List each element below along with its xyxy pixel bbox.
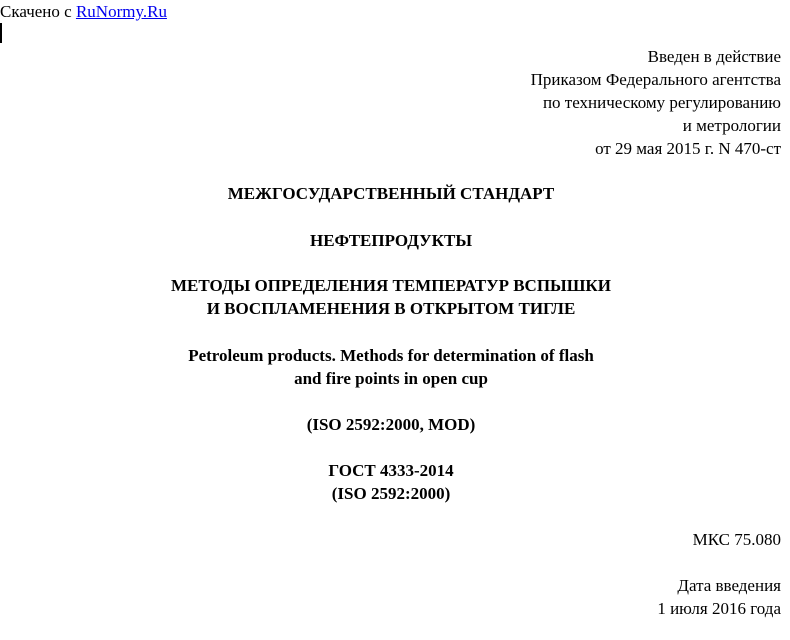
enactment-line: Введен в действие: [647, 47, 781, 66]
gost-number: ГОСТ 4333-2014: [328, 461, 454, 480]
iso-mod-reference: (ISO 2592:2000, MOD): [306, 415, 476, 434]
source-line: [0, 2, 167, 22]
gost-iso: (ISO 2592:2000): [331, 484, 451, 503]
title-ru-line: И ВОСПЛАМЕНЕНИЯ В ОТКРЫТОМ ТИГЛЕ: [206, 299, 576, 318]
gost-designation: [0, 459, 782, 505]
intro-date-block: [657, 574, 781, 620]
enactment-line: Приказом Федерального агентства: [530, 70, 781, 89]
standard-heading: МЕЖГОСУДАРСТВЕННЫЙ СТАНДАРТ: [227, 184, 555, 203]
standard-subject: НЕФТЕПРОДУКТЫ: [309, 231, 473, 250]
standard-title-en: [0, 344, 782, 390]
intro-date-value: 1 июля 2016 года: [657, 599, 781, 618]
title-ru-line: МЕТОДЫ ОПРЕДЕЛЕНИЯ ТЕМПЕРАТУР ВСПЫШКИ: [171, 276, 611, 295]
standard-title-ru: [0, 274, 782, 320]
enactment-block: [531, 45, 781, 160]
runormy-link[interactable]: RuNormy.Ru: [75, 2, 167, 21]
title-en-line: Petroleum products. Methods for determination of flash: [188, 346, 594, 365]
enactment-line: по техническому регулированию: [542, 93, 781, 112]
source-prefix: Скачено с: [0, 2, 76, 21]
text-cursor: [0, 23, 2, 43]
enactment-line: от 29 мая 2015 г. N 470-ст: [595, 139, 781, 158]
mks-code: МКС 75.080: [692, 530, 781, 549]
enactment-line: и метрологии: [682, 116, 781, 135]
title-en-line: and fire points in open cup: [294, 369, 488, 388]
intro-date-label: Дата введения: [677, 576, 781, 595]
